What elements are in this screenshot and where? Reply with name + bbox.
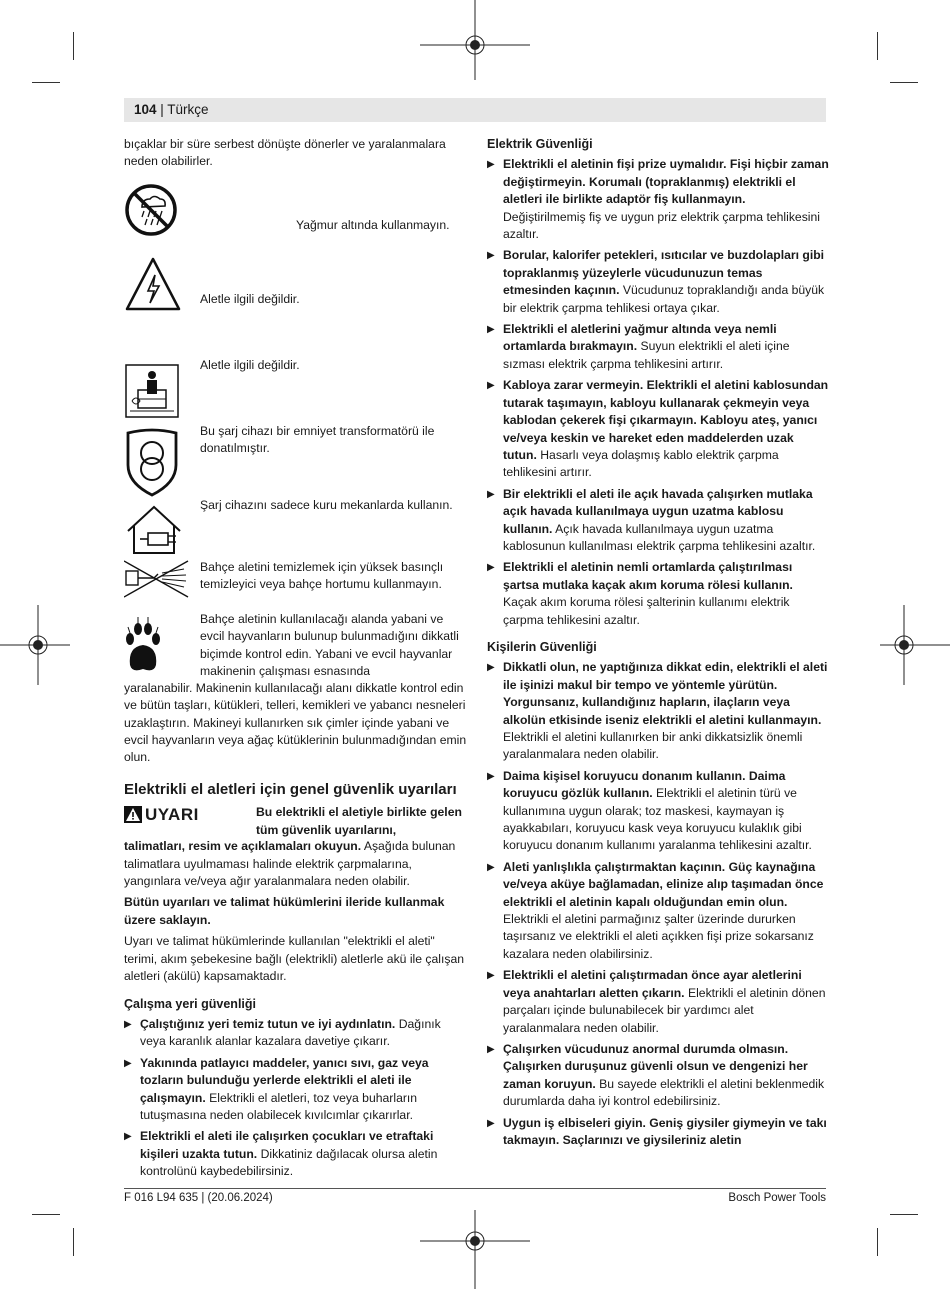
list-item: ▶ Elektrikli el aleti ile çalışırken çocukları ve etraftaki kişileri uzakta tutun. Dikkatiniz dağılacak olursa aletin kontrolünü kaybedebilirsiniz. bbox=[124, 1128, 467, 1180]
list-item: ▶ Aleti yanlışlıkla çalıştırmaktan kaçının. Güç kaynağına ve/veya aküye bağlamadan, elinize alıp taşımadan önce elektrikli el aletinin kapalı olduğundan emin olun. Elektrikli el aletini parmağınız şalter üzerinde dururken taşırsanız ve elektrikli el aleti açıkken fişi prize sokarsanız kazalara neden olabilirsiniz. bbox=[487, 859, 830, 963]
warning-label: UYARI bbox=[145, 805, 199, 825]
section-title: Elektrikli el aletleri için genel güvenlik uyarıları bbox=[124, 780, 457, 798]
crop-mark bbox=[877, 32, 878, 60]
brand-name: Bosch Power Tools bbox=[728, 1192, 826, 1204]
right-column bbox=[487, 136, 830, 1153]
registration-mark-left bbox=[0, 600, 70, 690]
symbol-text: Bahçe aletini temizlemek için yüksek basınçlı temizleyici veya bahçe hortumu kullanmayın. bbox=[200, 559, 444, 592]
intro-text: bıçaklar bir süre serbest dönüşte dönerler ve yaralanmalara neden olabilirler. bbox=[124, 137, 446, 169]
definition-text: Uyarı ve talimat hükümlerinde kullanılan "elektrikli el aleti" terimi, akım şebekesine bağlı (elektrikli) aletlerle akü ile çalışan aletleri (akülü) kapsamaktadır. bbox=[124, 934, 465, 984]
list-item: ▶ Çalıştığınız yeri temiz tutun ve iyi aydınlatın. Dağınık veya karanlık alanlar kazalara davetiye çıkarır. bbox=[124, 1016, 467, 1051]
list-item: ▶ Çalışırken vücudunuz anormal durumda olmasın. Çalışırken duruşunuz güvenli olsun ve dengenizi her zaman koruyun. Bu sayede elektrikli el aletini beklenmedik durumlarda daha iyi kontrol edebilirsiniz. bbox=[487, 1041, 830, 1111]
paw-continuation: yaralanabilir. Makinenin kullanılacağı alanı dikkatle kontrol edin ve bütün taşları, kütükleri, telleri, kemikleri ve yabancı nesneleri uzaklaştırın. Makineyi kullanırken sık çimler içinde yabani ve evcil hayvanların veya ağaç kütüklerinin bulunmadığından emin olun. bbox=[124, 680, 467, 765]
crop-mark bbox=[73, 1228, 74, 1256]
symbol-text: Aletle ilgili değildir. bbox=[200, 291, 300, 306]
crop-mark bbox=[890, 1214, 918, 1215]
electrical-title: Elektrik Güvenliği bbox=[487, 137, 593, 151]
symbol-list bbox=[124, 175, 467, 679]
personal-list bbox=[487, 659, 830, 1149]
list-item: ▶ Daima kişisel koruyucu donanım kullanın. Daima koruyucu gözlük kullanın. Elektrikli el aletinin türü ve kullanımına uygun olarak; toz maskesi, kaymayan iş ayakkabıları, koruyucu kask veya koruyucu kulaklık gibi koruyucu donanım kullanımı yaralanma tehlikesini azaltır. bbox=[487, 768, 830, 855]
document-id: F 016 L94 635 | (20.06.2024) bbox=[124, 1192, 273, 1204]
list-item: ▶ Dikkatli olun, ne yaptığınıza dikkat edin, elektrikli el aleti ile işinizi makul bir tempo ve yöntemle yürütün. Yorgunsanız, kullandığınız hapların, ilaçların veya alkolün etkisinde iseniz elektrikli el aletini kullanmayın. Elektrikli el aletini kullanırken bir anki dikkatsizlik önemli yaralanmalara neden olabilir. bbox=[487, 659, 830, 763]
registration-mark-top bbox=[420, 0, 530, 90]
page-header: 104 | Türkçe bbox=[124, 98, 826, 122]
electrical-list bbox=[487, 156, 830, 629]
symbol-text: Aletle ilgili değildir. bbox=[200, 357, 300, 372]
crop-mark bbox=[32, 1214, 60, 1215]
crop-mark bbox=[32, 82, 60, 83]
operator-manual-icon bbox=[124, 363, 180, 419]
electric-hazard-icon bbox=[124, 255, 182, 313]
left-column bbox=[124, 136, 467, 1185]
workplace-list bbox=[124, 1016, 467, 1181]
list-item: ▶ Elektrikli el aletinin nemli ortamlarda çalıştırılması şartsa mutlaka kaçak akım koruma rölesi kullanın. Kaçak akım koruma rölesi şalterinin kullanımı elektrik çarpma tehlikesini azaltır. bbox=[487, 559, 830, 629]
page-footer bbox=[124, 1188, 826, 1204]
header-language: Türkçe bbox=[167, 102, 209, 117]
no-pressure-washer-icon bbox=[124, 559, 190, 599]
keep-instructions: Bütün uyarıları ve talimat hükümlerini ileride kullanmak üzere saklayın. bbox=[124, 895, 445, 927]
registration-mark-right bbox=[880, 600, 950, 690]
animal-paw-icon bbox=[124, 615, 162, 677]
list-item: ▶ Uygun iş elbiseleri giyin. Geniş giysiler giymeyin ve takı takmayın. Saçlarınızı ve giysileriniz aletin bbox=[487, 1115, 830, 1150]
workplace-title: Çalışma yeri güvenliği bbox=[124, 996, 256, 1011]
page-number: 104 bbox=[134, 102, 157, 117]
indoor-use-icon bbox=[124, 503, 184, 557]
list-item: ▶ Bir elektrikli el aleti ile açık havada çalışırken mutlaka açık havada kullanılmaya uygun uzatma kablosu kullanın. Açık havada kullanılmaya uygun uzatma kablosunun kullanılması elektrik çarpma tehlikesini azaltır. bbox=[487, 486, 830, 556]
safety-transformer-icon bbox=[124, 427, 180, 497]
warning-badge bbox=[124, 806, 199, 823]
symbol-text: Bahçe aletinin kullanılacağı alanda yabani ve evcil hayvanların bulunup bulunmadığını dikkatli biçimde kontrol edin. Yabani ve evcil hayvanlar makinenin çalışması esnasında bbox=[200, 611, 459, 679]
warning-rest: Aşağıda bulunan talimatlara uyulmaması halinde elektrik çarpmalarına, yangınlara ve/veya ağır yaralanmalara neden olabilir. bbox=[124, 839, 456, 889]
crop-mark bbox=[890, 82, 918, 83]
list-item: ▶ Kabloya zarar vermeyin. Elektrikli el aletini kablosundan tutarak taşımayın, kabloyu kullanarak çekmeyin veya kablodan çekerek fişi çıkarmayın. Kabloyu ateş, yanıcı ve/veya keskin ve hareket eden maddelerden uzak tutun. Hasarlı veya dolaşmış kablo elektrik çarpma tehlikesini artırır. bbox=[487, 377, 830, 481]
no-rain-icon bbox=[124, 183, 178, 237]
list-item: ▶ Borular, kalorifer petekleri, ısıtıcılar ve buzdolapları gibi topraklanmış yüzeylerle vücudunuzun temas etmesinden kaçının. Vücudunuz topraklandığı anda büyük bir elektrik çarpma tehlikesi ortaya çıkar. bbox=[487, 247, 830, 317]
crop-mark bbox=[73, 32, 74, 60]
symbol-text: Yağmur altında kullanmayın. bbox=[296, 217, 450, 232]
crop-mark bbox=[877, 1228, 878, 1256]
list-item: ▶ Elektrikli el aletini çalıştırmadan önce ayar aletlerini veya anahtarları aletten çıkarın. Elektrikli el aletinin dönen parçaları içinde bulunabilecek bir yardımcı alet yaralanmalara neden olabilir. bbox=[487, 967, 830, 1037]
list-item: ▶ Elektrikli el aletlerini yağmur altında veya nemli ortamlarda bırakmayın. Suyun elektrikli el aleti içine sızması elektrik çarpma tehlikesini artırır. bbox=[487, 321, 830, 373]
list-item: ▶ Yakınında patlayıcı maddeler, yanıcı sıvı, gaz veya tozların bulunduğu yerlerde elektrikli el aleti ile çalışmayın. Elektrikli el aletleri, toz veya buharların tutuşmasına neden olabilecek kıvılcımlar çıkarırlar. bbox=[124, 1055, 467, 1125]
warning-icon bbox=[124, 806, 142, 823]
warning-block bbox=[124, 804, 467, 838]
registration-mark-bottom bbox=[420, 1200, 530, 1289]
warning-bold: talimatları, resim ve açıklamaları okuyun. bbox=[124, 839, 362, 854]
symbol-text: Şarj cihazını sadece kuru mekanlarda kullanın. bbox=[200, 497, 453, 512]
list-item: ▶ Elektrikli el aletinin fişi prize uymalıdır. Fişi hiçbir zaman değiştirmeyin. Korumalı (topraklanmış) elektrikli el aletleri ile birlikte adaptör fiş kullanmayın. Değiştirilmemiş fiş ve uygun priz elektrik çarpma tehlikesini azaltır. bbox=[487, 156, 830, 243]
symbol-text: Bu şarj cihazı bir emniyet transformatörü ile donatılmıştır. bbox=[200, 423, 435, 456]
personal-title: Kişilerin Güvenliği bbox=[487, 639, 597, 654]
warning-head: Bu elektrikli el aletiyle birlikte gelen tüm güvenlik uyarılarını, bbox=[256, 805, 462, 837]
